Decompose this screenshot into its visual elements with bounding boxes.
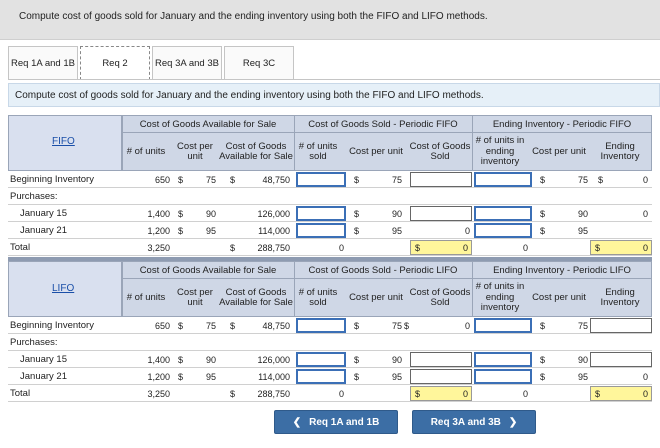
end-cost: 90 (577, 209, 588, 219)
dollar-sign: $ (354, 355, 360, 365)
units-sold-input[interactable] (296, 318, 346, 333)
lifo-cogs-header: Cost of Goods Sold - Periodic LIFO (308, 264, 458, 276)
cost-per-unit: 90 (205, 355, 216, 365)
sold-cost: 95 (391, 372, 402, 382)
col-cost-per-unit: Cost per unit (177, 286, 213, 308)
ending-value: 0 (642, 209, 648, 219)
lifo-available-header: Cost of Goods Available for Sale (139, 264, 277, 276)
instruction-text: Compute cost of goods sold for January and the ending inventory using both the FIFO and LIFO methods. (15, 90, 484, 101)
total-units-sold: 0 (338, 243, 344, 253)
units-sold-input[interactable] (296, 352, 346, 367)
ending-input[interactable] (590, 318, 652, 333)
units-sold-input[interactable] (296, 206, 346, 221)
row-label: Total (10, 242, 31, 253)
col-cogas: Cost of Goods Available for Sale (219, 286, 293, 308)
units-sold-input[interactable] (296, 172, 346, 187)
dollar-sign: $ (540, 209, 546, 219)
lifo-label[interactable]: LIFO (52, 283, 75, 294)
chevron-left-icon: ❮ (292, 416, 302, 428)
cogs-input[interactable] (410, 206, 472, 221)
units-sold-input[interactable] (296, 369, 346, 384)
total-available: 288,750 (257, 389, 290, 399)
ending-value: 0 (642, 175, 648, 185)
col-ending-inventory: Ending Inventory (600, 140, 640, 162)
col-num-units: # of units (126, 291, 166, 303)
sold-cost: 75 (391, 321, 402, 331)
dollar-sign: $ (178, 175, 184, 185)
lifo-row-total (8, 385, 652, 402)
tab-req-3a-3b[interactable]: Req 3A and 3B (152, 46, 222, 80)
fifo-available-header: Cost of Goods Available for Sale (139, 118, 277, 130)
total-units-ending: 0 (522, 389, 528, 399)
tab-req-3c[interactable]: Req 3C (224, 46, 294, 80)
dollar-sign: $ (178, 226, 184, 236)
total-units: 3,250 (147, 243, 170, 253)
total-units-ending: 0 (522, 243, 528, 253)
col-num-units: # of units (126, 145, 166, 157)
dollar-sign: $ (595, 389, 601, 399)
dollar-sign: $ (415, 389, 421, 399)
dollar-sign: $ (540, 175, 546, 185)
col-cost-per-unit: Cost per unit (177, 140, 213, 162)
units: 1,400 (147, 355, 170, 365)
next-button[interactable] (412, 410, 536, 434)
lifo-row-jan21 (8, 368, 652, 385)
row-label: Purchases: (10, 337, 58, 348)
question-bar (0, 0, 660, 40)
tab-req-1a-1b[interactable]: Req 1A and 1B (8, 46, 78, 80)
dollar-sign: $ (178, 321, 184, 331)
total-ending-cell (590, 240, 652, 255)
dollar-sign: $ (540, 355, 546, 365)
ending-input[interactable] (590, 352, 652, 367)
cogs-input[interactable] (410, 172, 472, 187)
sold-cost: 90 (391, 355, 402, 365)
dollar-sign: $ (178, 209, 184, 219)
row-label: January 15 (20, 208, 68, 219)
col-units-sold: # of units sold (298, 286, 338, 308)
end-cost: 90 (577, 355, 588, 365)
end-cost: 75 (577, 321, 588, 331)
units-ending-input[interactable] (474, 352, 532, 367)
row-label: Beginning Inventory (10, 174, 94, 185)
total-ending: 0 (642, 243, 648, 253)
fifo-row-jan21 (8, 222, 652, 239)
cogs-input[interactable] (410, 352, 472, 367)
col-ending-inventory: Ending Inventory (600, 286, 640, 308)
row-label: Purchases: (10, 191, 58, 202)
units-ending-input[interactable] (474, 172, 532, 187)
tab-divider (8, 79, 660, 80)
row-label: Total (10, 388, 31, 399)
col-sold-cost-per-unit: Cost per unit (349, 291, 403, 303)
end-cost: 95 (577, 226, 588, 236)
row-label: January 21 (20, 371, 68, 382)
units: 1,200 (147, 226, 170, 236)
fifo-row-jan15 (8, 205, 652, 222)
cost-per-unit: 75 (205, 175, 216, 185)
instruction-box (8, 83, 660, 107)
col-units-sold: # of units sold (298, 140, 338, 162)
units-sold-input[interactable] (296, 223, 346, 238)
col-cogas: Cost of Goods Available for Sale (219, 140, 293, 162)
end-cost: 95 (577, 372, 588, 382)
available: 48,750 (262, 175, 290, 185)
fifo-cogs-header: Cost of Goods Sold - Periodic FIFO (308, 118, 458, 130)
col-units-ending: # of units in ending inventory (475, 135, 525, 168)
units: 650 (154, 321, 170, 331)
units-ending-input[interactable] (474, 223, 532, 238)
total-ending-cell (590, 386, 652, 401)
dollar-sign: $ (540, 226, 546, 236)
col-end-cost-per-unit: Cost per unit (532, 145, 586, 157)
units: 1,400 (147, 209, 170, 219)
total-cogs-cell (410, 386, 472, 401)
units-ending-input[interactable] (474, 369, 532, 384)
dollar-sign: $ (404, 321, 410, 331)
sold-cost: 95 (391, 226, 402, 236)
lifo-row-beginning (8, 317, 652, 334)
lifo-row-jan15 (8, 351, 652, 368)
question-text: Compute cost of goods sold for January and the ending inventory using both the FIFO and LIFO methods. (19, 11, 488, 22)
dollar-sign: $ (595, 243, 601, 253)
end-cost: 75 (577, 175, 588, 185)
col-units-ending: # of units in ending inventory (475, 281, 525, 314)
prev-button[interactable] (274, 410, 398, 434)
cogs-value: 0 (464, 321, 470, 331)
ending-value: 0 (642, 372, 648, 382)
dollar-sign: $ (230, 389, 236, 399)
units-ending-input[interactable] (474, 206, 532, 221)
dollar-sign: $ (540, 321, 546, 331)
total-ending: 0 (642, 389, 648, 399)
dollar-sign: $ (230, 243, 236, 253)
dollar-sign: $ (178, 355, 184, 365)
dollar-sign: $ (415, 243, 421, 253)
col-end-cost-per-unit: Cost per unit (532, 291, 586, 303)
cost-per-unit: 95 (205, 372, 216, 382)
requirement-tabs (8, 46, 296, 80)
cost-per-unit: 90 (205, 209, 216, 219)
fifo-row-purchases (8, 188, 652, 205)
dollar-sign: $ (354, 209, 360, 219)
row-label: Beginning Inventory (10, 320, 94, 331)
cogs-value: 0 (464, 226, 470, 236)
dollar-sign: $ (230, 175, 236, 185)
col-sold-cost-per-unit: Cost per unit (349, 145, 403, 157)
prev-button-label: Req 1A and 1B (309, 416, 380, 428)
available: 126,000 (257, 355, 290, 365)
available: 114,000 (258, 226, 290, 236)
dollar-sign: $ (354, 321, 360, 331)
lifo-ending-header: Ending Inventory - Periodic LIFO (493, 264, 631, 276)
col-cost-of-goods-sold: Cost of Goods Sold (409, 286, 471, 308)
units: 650 (154, 175, 170, 185)
dollar-sign: $ (540, 372, 546, 382)
cost-per-unit: 75 (205, 321, 216, 331)
dollar-sign: $ (178, 372, 184, 382)
cogs-input[interactable] (410, 369, 472, 384)
dollar-sign: $ (354, 372, 360, 382)
available: 126,000 (257, 209, 290, 219)
units: 1,200 (147, 372, 170, 382)
tab-req-2[interactable]: Req 2 (80, 46, 150, 80)
available: 114,000 (258, 372, 290, 382)
cost-per-unit: 95 (205, 226, 216, 236)
dollar-sign: $ (354, 226, 360, 236)
row-label: January 21 (20, 225, 68, 236)
total-units: 3,250 (147, 389, 170, 399)
fifo-label[interactable]: FIFO (52, 136, 75, 147)
fifo-row-total (8, 239, 652, 256)
total-cogs-cell (410, 240, 472, 255)
next-button-label: Req 3A and 3B (430, 416, 501, 428)
dollar-sign: $ (354, 175, 360, 185)
lifo-row-purchases (8, 334, 652, 351)
units-ending-input[interactable] (474, 318, 532, 333)
available: 48,750 (262, 321, 290, 331)
col-cost-of-goods-sold: Cost of Goods Sold (409, 140, 471, 162)
sold-cost: 75 (391, 175, 402, 185)
fifo-ending-header: Ending Inventory - Periodic FIFO (492, 118, 632, 130)
fifo-row-beginning (8, 171, 652, 188)
total-cogs: 0 (462, 243, 468, 253)
total-available: 288,750 (257, 243, 290, 253)
chevron-right-icon: ❯ (508, 416, 518, 428)
dollar-sign: $ (598, 175, 604, 185)
total-cogs: 0 (462, 389, 468, 399)
sold-cost: 90 (391, 209, 402, 219)
total-units-sold: 0 (338, 389, 344, 399)
row-label: January 15 (20, 354, 68, 365)
dollar-sign: $ (230, 321, 236, 331)
